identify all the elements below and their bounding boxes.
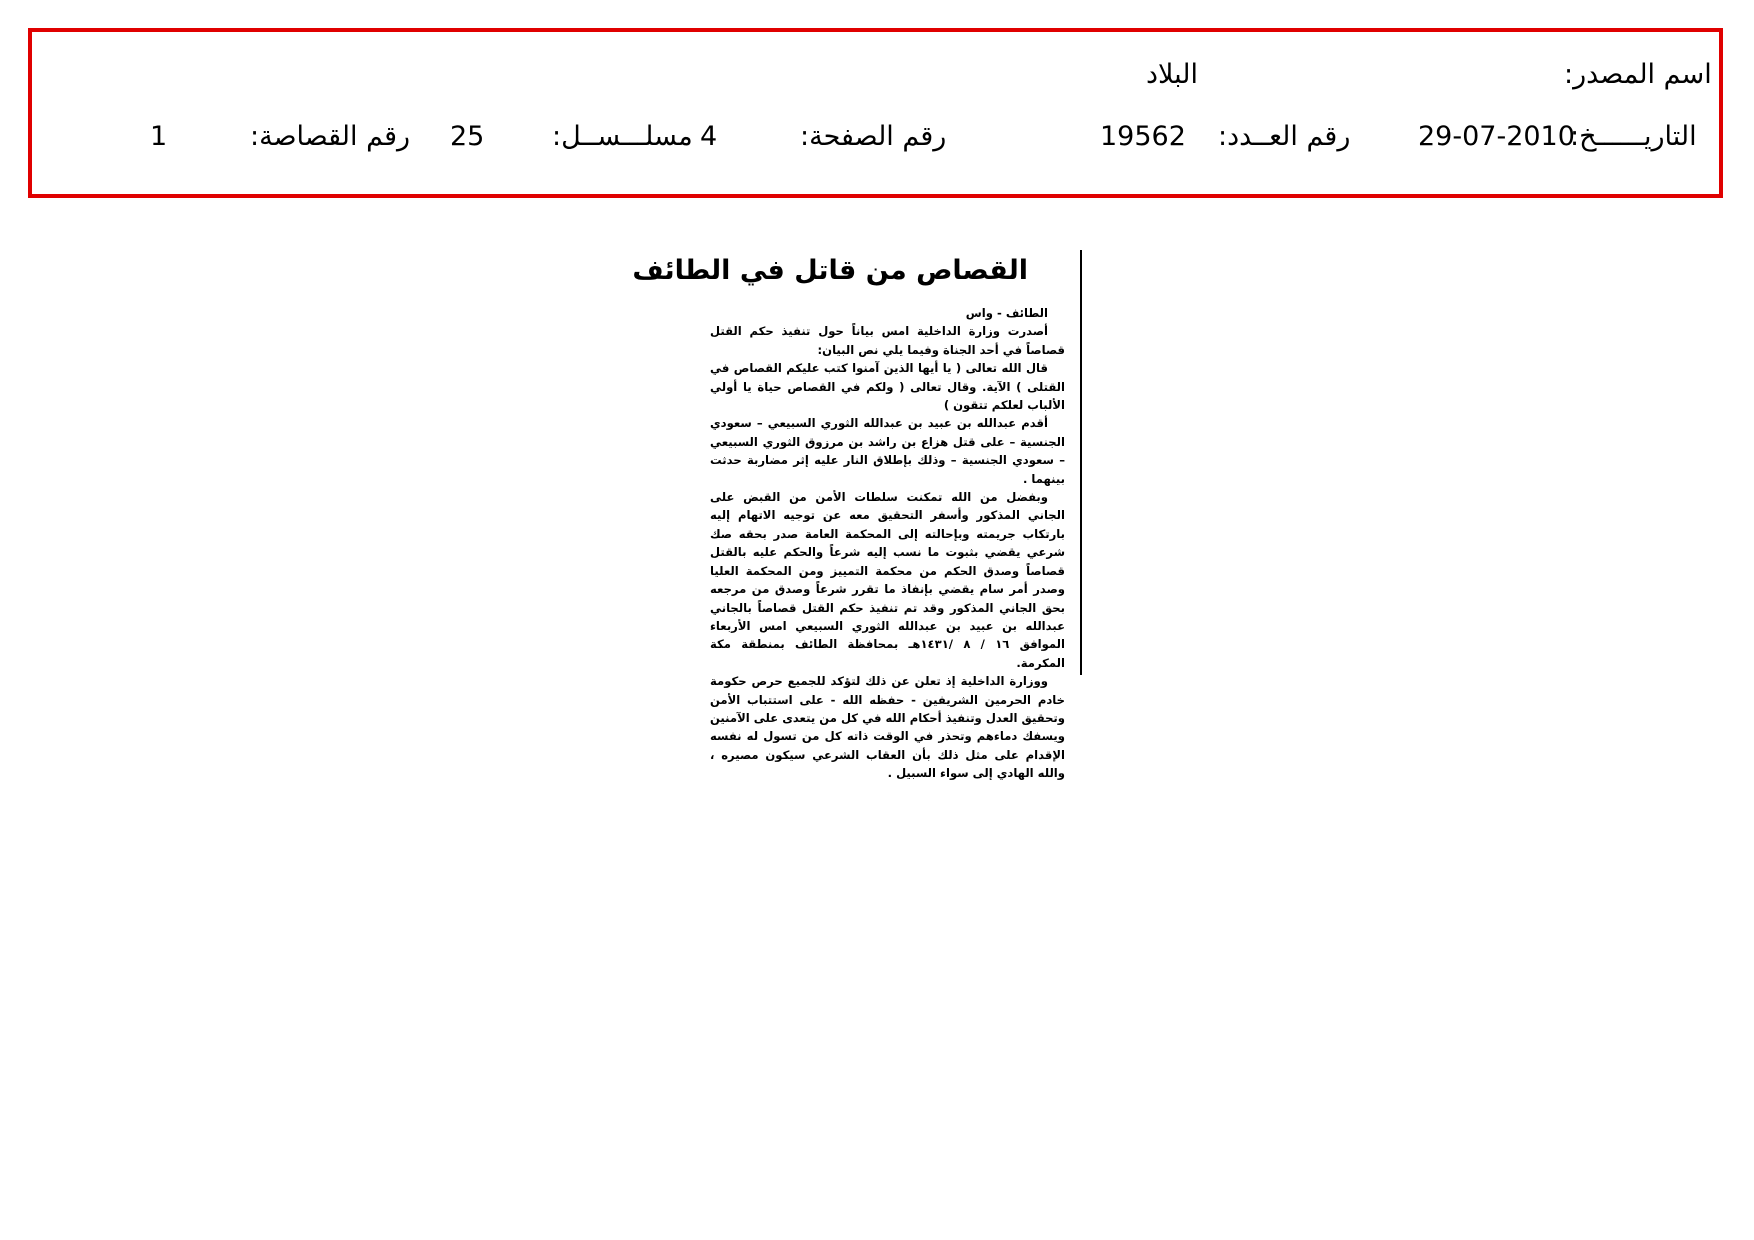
column-rule (1080, 250, 1082, 675)
date-label: التاريــــــخ: (1570, 121, 1697, 152)
article-headline: القصاص من قاتل في الطائف (632, 255, 1028, 286)
clipping-label: رقم القصاصة: (250, 121, 411, 152)
serial-label: مسلـــســل: (552, 121, 693, 152)
source-value: البلاد (1146, 59, 1199, 90)
article-paragraph: أصدرت وزارة الداخلية امس بياناً حول تنفيذ حكم القتل قصاصاً في أحد الجناة وفيما يلي نص البيان: (710, 324, 1065, 357)
article-paragraph: أقدم عبدالله بن عبيد بن عبدالله الثوري السبيعي – سعودي الجنسية – على قتل هزاع بن راشد بن مرزوق الثوري السبيعي – سعودي الجنسية – وذلك بإطلاق النار عليه إثر مضاربة حدثت بينهما . (710, 416, 1065, 486)
serial-value: 25 (450, 121, 485, 152)
article-paragraph: وبفضل من الله تمكنت سلطات الأمن من القبض على الجاني المذكور وأسفر التحقيق معه عن توجيه الاتهام إليه بارتكاب جريمته وبإحالته إلى المحكمة العامة صدر بحقه صك شرعي يقضي بثبوت ما نسب إليه شرعاً والحكم عليه بالقتل قصاصاً وصدق الحكم من محكمة التمييز ومن المحكمة العليا وصدر أمر سام يقضي بإنفاذ ما تقرر شرعاً وصدق من مرجعه بحق الجاني المذكور وقد تم تنفيذ حكم القتل قصاصاً بالجاني عبدالله بن عبيد بن عبدالله الثوري السبيعي امس الأربعاء الموافق ١٦ / ٨ /١٤٣١هـ بمحافظة الطائف بمنطقة مكة المكرمة. (710, 490, 1066, 670)
article-paragraph: قال الله تعالى ( يا أيها الذين آمنوا كتب عليكم القصاص في القتلى ) الآية. وقال تعالى ( ولكم في القصاص حياة يا أولي الألباب لعلكم تتقون ) (710, 361, 1065, 413)
page-value: 4 (700, 121, 718, 152)
article-paragraph: ووزارة الداخلية إذ تعلن عن ذلك لتؤكد للجميع حرص حكومة خادم الحرمين الشريفين - حفظه الله - على استتباب الأمن وتحقيق العدل وتنفيذ أحكام الله في كل من يتعدى على الآمنين ويسفك دماءهم وتحذر في الوقت ذاته كل من تسول له نفسه الإقدام على مثل ذلك بأن العقاب الشرعي سيكون مصيره ، والله الهادي إلى سواء السبيل . (710, 674, 1065, 781)
article-dateline: الطائف - واس (965, 306, 1048, 320)
issue-label: رقم العــدد: (1218, 121, 1351, 152)
page-label: رقم الصفحة: (800, 121, 947, 152)
issue-value: 19562 (1100, 121, 1186, 152)
article-body (710, 304, 1065, 783)
source-label: اسم المصدر: (1564, 59, 1712, 90)
clipping-value: 1 (150, 121, 168, 152)
date-value: 29-07-2010 (1418, 121, 1575, 152)
news-clipping (632, 250, 1080, 781)
metadata-header-box (28, 28, 1723, 198)
